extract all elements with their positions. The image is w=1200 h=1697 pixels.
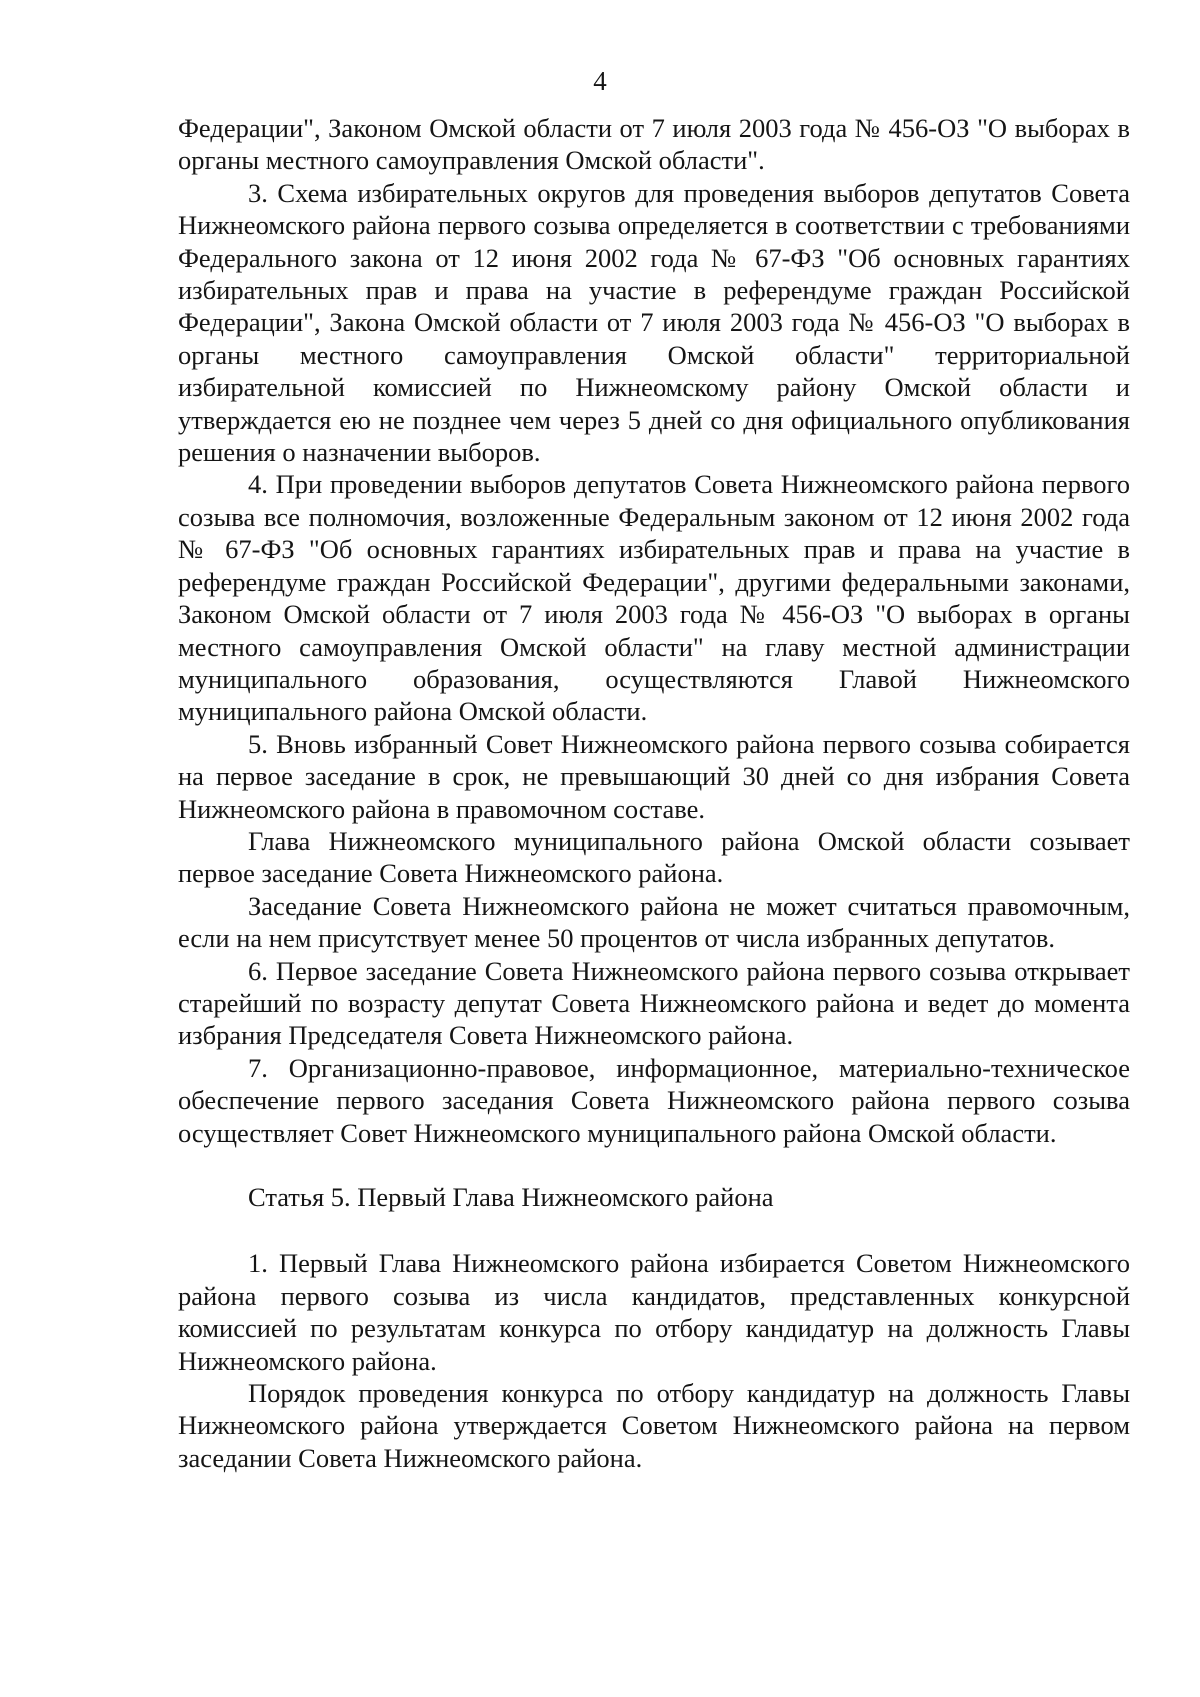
paragraph-item-6: 6. Первое заседание Совета Нижнеомского района первого созыва открывает старейший по возрасту депутат Совета Нижнеомского района и ведет до момента избрания Председателя Совета Нижнеомского района.: [178, 955, 1130, 1051]
paragraph-continuation: Федерации", Законом Омской области от 7 июля 2003 года № 456-ОЗ "О выборах в органы местного самоуправления Омской области".: [178, 113, 1130, 176]
article-5-paragraph-1: 1. Первый Глава Нижнеомского района избирается Советом Нижнеомского района первого созыва из числа кандидатов, представленных конкурсной комиссией по результатам конкурса по отбору кандидатур на должность Главы Нижнеомского района.: [178, 1248, 1130, 1376]
paragraph-item-7: 7. Организационно-правовое, информационное, материально-техническое обеспечение первого заседания Совета Нижнеомского района первого созыва осуществляет Совет Нижнеомского муниципального района Омской области.: [178, 1052, 1130, 1148]
paragraph-item-5-part-2: Глава Нижнеомского муниципального района Омской области созывает первое заседание Совета Нижнеомского района.: [178, 825, 1130, 889]
paragraph-item-5: 5. Вновь избранный Совет Нижнеомского района первого созыва собирается на первое заседание в срок, не превышающий 30 дней со дня избрания Совета Нижнеомского района в правомочном составе.: [178, 728, 1130, 824]
paragraph-item-4: 4. При проведении выборов депутатов Совета Нижнеомского района первого созыва все полномочия, возложенные Федеральным законом от 12 июня 2002 года № 67-ФЗ "Об основных гарантиях избирательных прав и права на участие в референдуме граждан Российской Федерации", другими федеральными законами, Законом Омской области от 7 июля 2003 года № 456-ОЗ "О выборах в органы местного самоуправления Омской области" на главу местной администрации муниципального образования, осуществляются Главой Нижнеомского муниципального района Омской области.: [178, 469, 1130, 727]
paragraph-item-3: 3. Схема избирательных округов для проведения выборов депутатов Совета Нижнеомского района первого созыва определяется в соответствии с требованиями Федерального закона от 12 июня 2002 года № 67-ФЗ "Об основных гарантиях избирательных прав и права на участие в референдуме граждан Российской Федерации", Закона Омской области от 7 июля 2003 года № 456-ОЗ "О выборах в органы местного самоуправления Омской области" территориальной избирательной комиссией по Нижнеомскому району Омской области и утверждается ею не позднее чем через 5 дней со дня официального опубликования решения о назначении выборов.: [178, 177, 1130, 468]
article-5-paragraph-2: Порядок проведения конкурса по отбору кандидатур на должность Главы Нижнеомского района утверждается Советом Нижнеомского района на первом заседании Совета Нижнеомского района.: [178, 1378, 1130, 1473]
document-body: [178, 112, 1130, 1474]
page-number: 4: [593, 66, 607, 96]
article-heading: Статья 5. Первый Глава Нижнеомского района: [248, 1182, 774, 1212]
paragraph-item-5-part-3: Заседание Совета Нижнеомского района не может считаться правомочным, если на нем присутствует менее 50 процентов от числа избранных депутатов.: [178, 890, 1130, 954]
